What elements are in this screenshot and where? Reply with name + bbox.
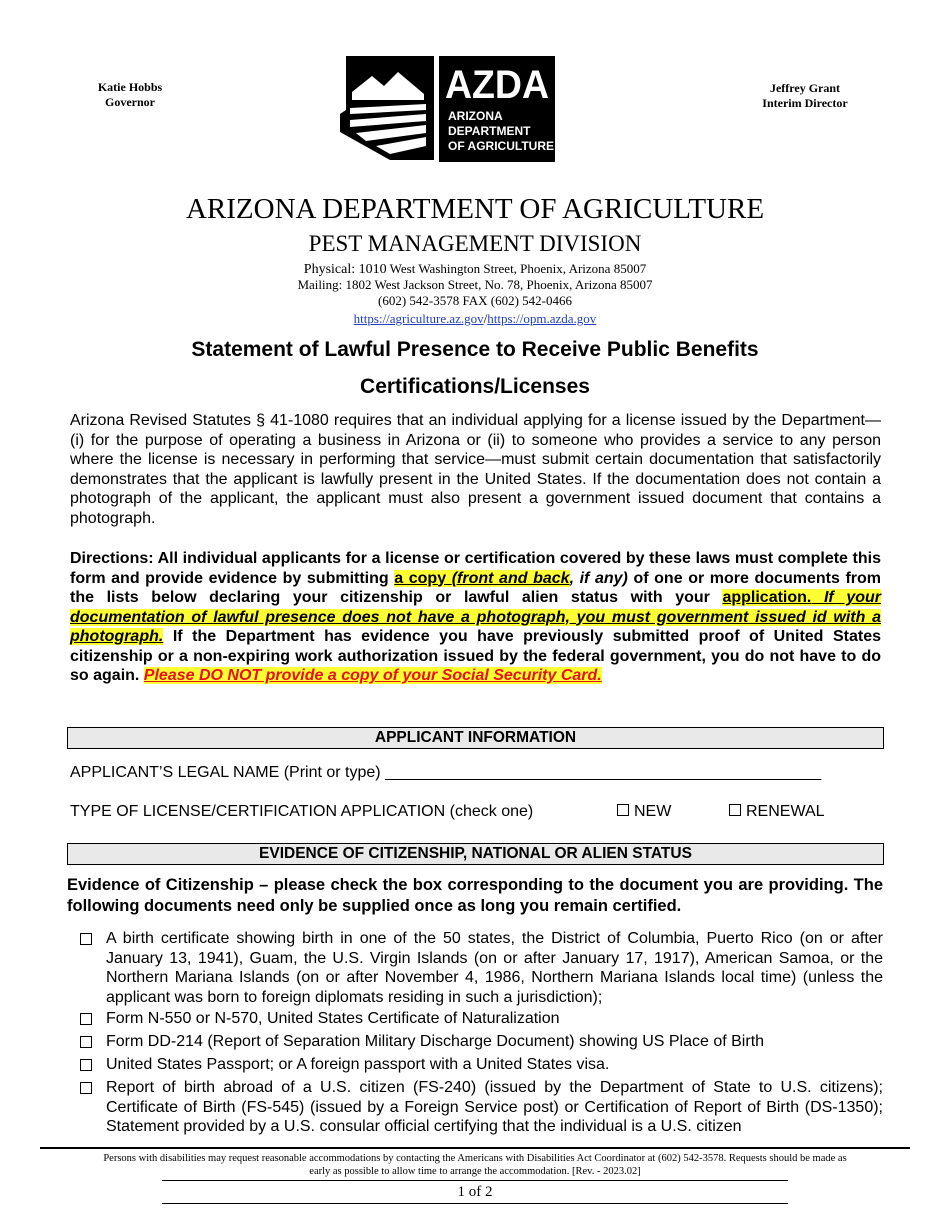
evidence-item-text: United States Passport; or A foreign passport with a United States visa. (106, 1056, 610, 1073)
renewal-checkbox[interactable] (729, 804, 741, 816)
website-links (0, 311, 950, 327)
governor-block (70, 80, 190, 110)
evidence-checkbox[interactable] (80, 1013, 92, 1025)
director-block (745, 81, 865, 111)
directions-after-photo: If the Department has evidence you have previously submitted proof of United States citizenship or a non-expiring work authorization issued by the federal government, you do not have to do so again. (70, 628, 881, 684)
division-name: PEST MANAGEMENT DIVISION (308, 231, 642, 256)
director-title: Interim Director (762, 96, 848, 110)
directions-paragraph (70, 549, 881, 686)
agriculture-link[interactable]: https://agriculture.az.gov (353, 311, 484, 326)
new-checkbox[interactable] (617, 804, 629, 816)
mailing-address: Mailing: 1802 West Jackson Street, No. 78, Phoenix, Arizona 85007 (297, 277, 653, 292)
legal-name-field[interactable]: _________________________________________________ (385, 764, 822, 781)
phone-fax: (602) 542-3578 FAX (602) 542-0466 (377, 293, 573, 308)
opm-link[interactable]: https://opm.azda.gov (487, 311, 597, 326)
arizona-state-icon (340, 56, 434, 160)
evidence-checkbox[interactable] (80, 1059, 92, 1071)
page-number: 1 of 2 (162, 1180, 788, 1204)
logo-line2: DEPARTMENT (448, 124, 531, 138)
evidence-checkbox[interactable] (80, 1036, 92, 1048)
application-highlight: application. (722, 589, 812, 606)
evidence-heading: Evidence of Citizenship – please check the box corresponding to the document you are providing. The following documents need only be supplied once as long you remain certified. (67, 876, 883, 915)
intro-paragraph: Arizona Revised Statutes § 41-1080 requires that an individual applying for a license issued by the Department—(i) for the purpose of operating a business in Arizona or (ii) to someone who provides a service to any person where the license is necessary in performing that service—must submit certain documentation that satisfactorily demonstrates that the applicant is lawfully present in the United States. If the documentation does not contain a photograph of the applicant, the applicant must also present a government issued document that contains a photograph. (70, 412, 881, 527)
photo-note-highlight: If your documentation of lawful presence does not have a photograph, you must government issued id with a photograph. (70, 589, 881, 645)
evidence-header: EVIDENCE OF CITIZENSHIP, NATIONAL OR ALIEN STATUS (67, 843, 884, 865)
physical-address (0, 261, 950, 278)
logo-line1: ARIZONA (448, 109, 503, 123)
renewal-label: RENEWAL (746, 803, 825, 820)
if-any-text: , if any) (569, 569, 628, 587)
new-option[interactable] (617, 803, 671, 821)
footer-divider (40, 1147, 910, 1149)
evidence-item-naturalization[interactable] (80, 1009, 883, 1029)
director-name: Jeffrey Grant (769, 81, 841, 95)
copy-highlight: a copy (front and back (394, 569, 570, 587)
logo-acronym: AZDA (445, 63, 549, 107)
physical-label: Physical: 1010 (303, 262, 387, 277)
license-type-label: TYPE OF LICENSE/CERTIFICATION APPLICATION (check one) (70, 803, 534, 820)
legal-name-row (70, 764, 880, 782)
evidence-checkbox[interactable] (80, 1082, 92, 1094)
form-title-line2: Certifications/Licenses (360, 375, 590, 398)
logo-line3: OF AGRICULTURE (448, 139, 554, 153)
evidence-item-birth-certificate[interactable] (80, 929, 883, 1007)
governor-title: Governor (105, 95, 155, 109)
applicant-info-header: APPLICANT INFORMATION (67, 727, 884, 749)
evidence-item-text: A birth certificate showing birth in one of the 50 states, the District of Columbia, Puerto Rico (on or after January 13, 1941), Guam, the U.S. Virgin Islands (on or after January 17, 1917), American Samoa, or the Northern Mariana Islands (on or after November 4, 1986, Northern Mariana Islands local time) (unless the applicant was born to foreign diplomats residing in such a jurisdiction); (106, 930, 883, 1006)
new-label: NEW (634, 803, 672, 820)
directions-after-copy: of one or more documents from the lists below declaring your citizenship or lawful alien status with your (70, 569, 881, 606)
evidence-checkbox[interactable] (80, 933, 92, 945)
legal-name-label: APPLICANT’S LEGAL NAME (Print or type) (70, 764, 386, 781)
link-separator: / (483, 311, 488, 326)
evidence-item-passport[interactable] (80, 1055, 883, 1075)
agency-name: ARIZONA DEPARTMENT OF AGRICULTURE (185, 193, 765, 225)
evidence-item-text: Form N-550 or N-570, United States Certificate of Naturalization (106, 1010, 560, 1027)
azda-logo (338, 54, 556, 164)
social-security-warning: Please DO NOT provide a copy of your Social Security Card. (143, 667, 602, 684)
evidence-item-text: Form DD-214 (Report of Separation Military Discharge Document) showing US Place of Birth (106, 1033, 765, 1050)
physical-street: West Washington Street, Phoenix, Arizona 85007 (389, 261, 647, 276)
governor-name: Katie Hobbs (97, 80, 163, 94)
form-title-line1: Statement of Lawful Presence to Receive Public Benefits (191, 338, 759, 361)
evidence-item-birth-abroad[interactable] (80, 1078, 883, 1137)
accommodation-note: Persons with disabilities may request reasonable accommodations by contacting the Americans with Disabilities Act Coordinator at (602) 542-3578. Requests should be made as early as possible to allow time to arrange the accommodation. [Rev. - 2023.02] (103, 1153, 847, 1177)
renewal-option[interactable] (729, 803, 825, 821)
evidence-item-text: Report of birth abroad of a U.S. citizen (FS-240) (issued by the Department of State to U.S. citizens); Certificate of Birth (FS-545) (issued by a Foreign Service post) or Certification of Report of Birth (DS-1350); Statement provided by a U.S. consular official certifying that the individual is a U.S. citizen (106, 1079, 883, 1135)
directions-lead: Directions: All individual applicants for a license or certification covered by these laws must complete this form and provide evidence by submitting (70, 550, 881, 587)
evidence-item-dd214[interactable] (80, 1032, 883, 1052)
